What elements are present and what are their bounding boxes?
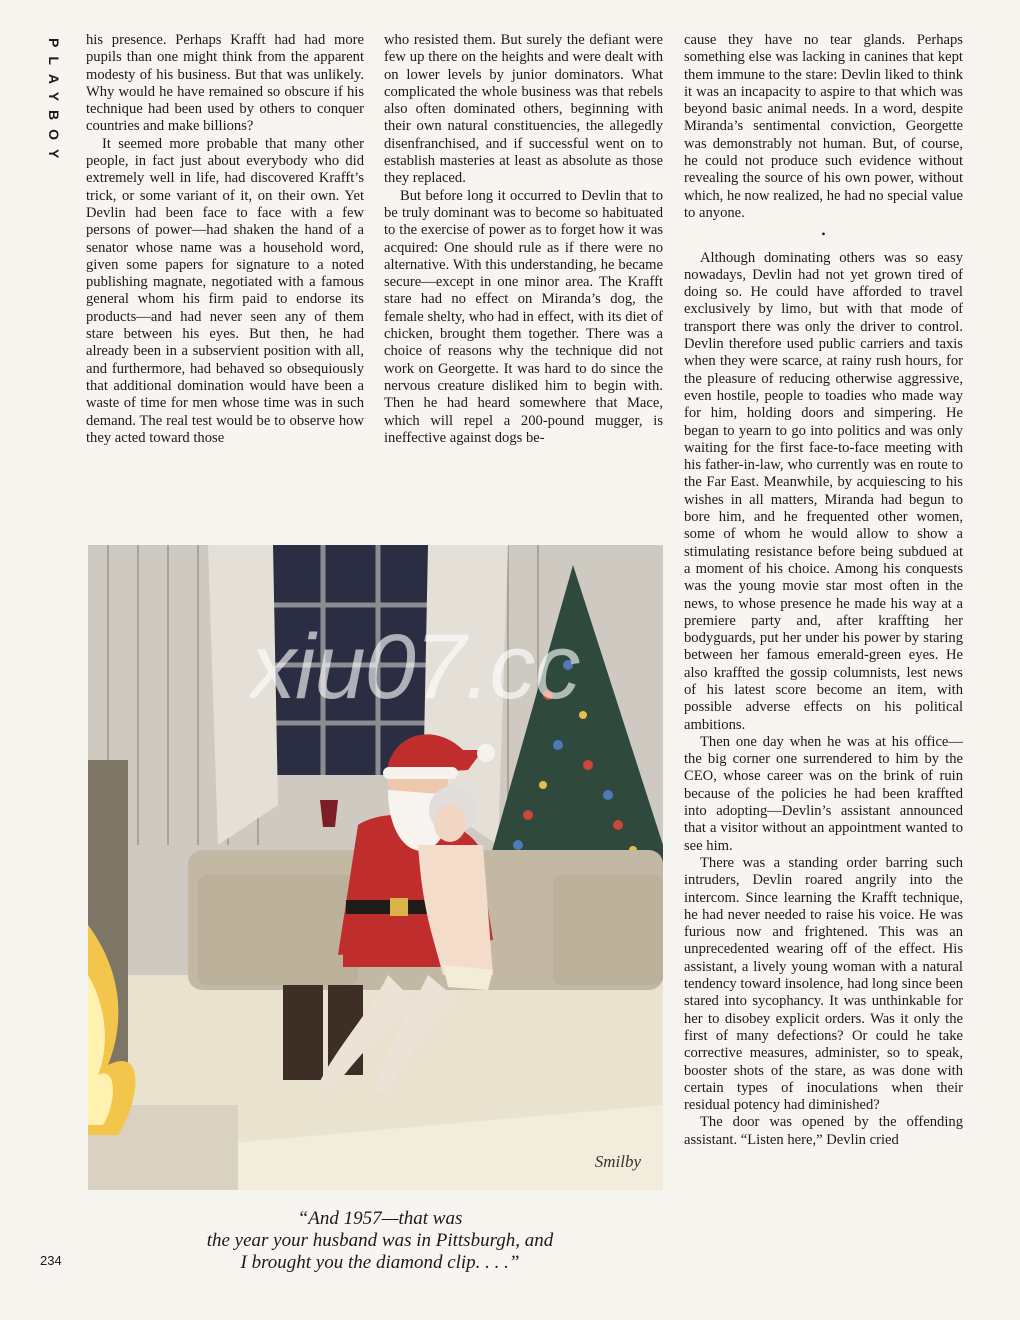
text-column-3 — [684, 32, 963, 1149]
caption-line: “And 1957—that was — [297, 1208, 463, 1229]
paragraph: It seemed more probable that many other people, in fact just about everybody who did extremely well in life, had discovered Krafft’s trick, or some variant of it, on their own. Yet Devlin had been face to face with a few persons of power—had shaken the hand of a senator whose name was a household word, given some papers for signature to a noted publishing magnate, negotiated with a famous general whom his firm paid to endorse its products—and had never seen any of them stare between his eyes. But then, he had already been in a subservient position with all, and furthermore, had behaved so obsequiously that additional domination would have been a waste of time for men whose time was in such demand. The real test would be to observe how they acted toward those — [86, 135, 364, 446]
text-column-1 — [86, 32, 364, 447]
caption-line: I brought you the diamond clip. . . .” — [240, 1252, 520, 1273]
paragraph: who resisted them. But surely the defiant were few up there on the heights and were dealt with on lower levels by junior dominators. What complicated the whole business was that rebels also often dominated others, beginning with their own natural constituencies, the allegedly disenfranchised, and if successful went on to establish masteries at least as absolute as those they replaced. — [384, 32, 663, 187]
paragraph: his presence. Perhaps Krafft had had more pupils than one might think from the apparent modesty of his business. But that was unlikely. Why would he have remained so obscure if his technique had been used by others to conquer countries and make billions? — [86, 32, 364, 135]
paragraph: Then one day when he was at his office—the big corner one surrendered to him by the CEO, whose career was on the brink of ruin because of the policies he had been kraffted into adopting—Devlin’s assistant announced that a visitor without an appointment wanted to see him. — [684, 733, 963, 854]
paragraph: There was a standing order barring such intruders, Devlin roared angrily into the intercom. Since learning the Krafft technique, he had never needed to raise his voice. He was furious now and frightened. This was an unprecedented wearing off of the effect. His assistant, a lively young woman with a natural tendency toward insolence, had long since been stared into sycophancy. It was unthinkable for her to disobey explicit orders. Was it only the first of many defections? Or could he take corrective measures, administer, so to speak, booster shots of the stare, as was done with certain types of inoculations when their residual potency had diminished? — [684, 854, 963, 1114]
cartoon-caption — [150, 1208, 610, 1274]
paragraph: The door was opened by the offending assistant. “Listen here,” Devlin cried — [684, 1114, 963, 1148]
page-number: 234 — [40, 1253, 62, 1268]
caption-line: the year your husband was in Pittsburgh, and — [206, 1230, 554, 1251]
paragraph: Although dominating others was so easy nowadays, Devlin had not yet grown tired of doing so. He could have afforded to travel exclusively by limo, but with that mode of transport there was only the driver to control. Devlin therefore used public carriers and taxis when they were scarce, at rainy rush hours, for the pleasure of reducing otherwise aggressive, even hostile, people to toadies who made way for him, holding doors and simpering. He began to yearn to go into politics and was only waiting for the first face-to-face meeting with his father-in-law, who currently was en route to the Far East. Meanwhile, by acquiescing to his wishes in all matters, Miranda had begun to bore him, and he frequented other women, some of whom he would allow to show a stimulating resistance before being subdued at a moment of his choice. Among his conquests was the young movie star most often in the news, to whose presence he made his way at a premiere party and, after kraffting her bodyguards, put her under his power by staring between her famous emerald-green eyes. He also kraffted the gossip columnists, lest news of his latest score become an item, with possible adverse effects on his political ambitions. — [684, 249, 963, 733]
paragraph: cause they have no tear glands. Perhaps something else was lacking in canines that kept them immune to the stare: Devlin liked to think it was an incapacity to aspire to that which was beyond basic animal needs. In a word, despite Miranda’s sentimental conviction, Georgette was demonstrably not human. But, of course, he could not produce such evidence without revealing the source of his own power, without which, he now realized, he had no special value to anyone. — [684, 32, 963, 221]
artist-signature: Smilby — [594, 1152, 641, 1171]
text-column-2 — [384, 32, 663, 447]
cartoon-artwork — [88, 545, 663, 1190]
magazine-name-vertical: PLAYBOY — [46, 38, 62, 168]
section-break-bullet: • — [821, 227, 826, 242]
paragraph: But before long it occurred to Devlin that to be truly dominant was to become so habituated to the exercise of power as to forget how it was acquired: One should rule as if there were no alternative. With this understanding, he became secure—except in one minor area. The Krafft stare had no effect on Miranda’s dog, the female shelty, who had in effect, with its diet of chicken, brought them together. There was a choice of reasons why the technique did not work on Georgette. It was hard to do since the nervous creature disliked him to begin with. Then he had heard somewhere that Mace, which will repel a 200-pound mugger, is ineffective against dogs be- — [384, 187, 663, 446]
cartoon-illustration — [88, 545, 663, 1190]
watermark-text: xiu07.cc — [250, 616, 580, 718]
